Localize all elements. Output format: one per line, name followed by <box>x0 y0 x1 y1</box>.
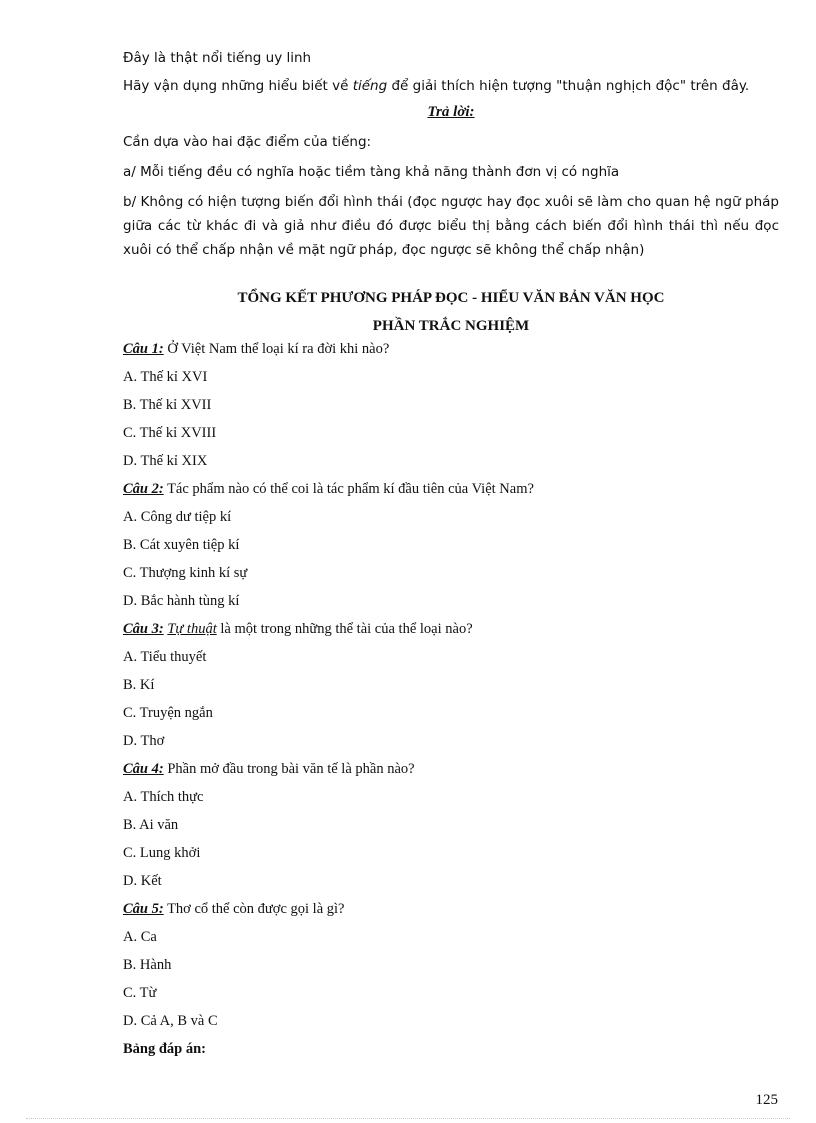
question-3-option: B. Kí <box>123 677 155 693</box>
question-label: Câu 5: <box>123 901 164 917</box>
page-number: 125 <box>755 1092 778 1108</box>
question-5 <box>123 899 779 919</box>
question-5-option: B. Hành <box>123 957 172 973</box>
question-1-option: D. Thế kỉ XIX <box>123 453 208 469</box>
footer-rule <box>26 1118 790 1119</box>
prompt-emphasis: tiếng <box>352 78 388 94</box>
answer-heading: Trả lời: <box>427 104 475 120</box>
answer-table-label: Bảng đáp án: <box>123 1041 207 1057</box>
question-label: Câu 4: <box>123 761 164 777</box>
question-1 <box>123 339 779 359</box>
section-subtitle: PHẦN TRẮC NGHIỆM <box>372 318 530 334</box>
question-1-option: C. Thế kỉ XVIII <box>123 425 217 441</box>
question-2-option: B. Cát xuyên tiệp kí <box>123 537 240 553</box>
question-label: Câu 2: <box>123 481 164 497</box>
question-4-option: A. Thích thực <box>123 789 204 805</box>
question-list <box>123 339 779 1031</box>
question-1-option: B. Thế kỉ XVII <box>123 397 212 413</box>
question-4-option: D. Kết <box>123 873 162 889</box>
question-2 <box>123 479 779 499</box>
question-1-option: A. Thế kỉ XVI <box>123 369 208 385</box>
question-3-option: D. Thơ <box>123 733 165 749</box>
page-content <box>123 48 779 1059</box>
question-5-option: D. Cả A, B và C <box>123 1013 218 1029</box>
question-text: là một trong những thể tài của thể loại nào? <box>216 621 473 637</box>
intro-block <box>123 48 779 262</box>
question-2-option: D. Bắc hành tùng kí <box>123 593 240 609</box>
question-emphasis: Tự thuật <box>167 621 217 637</box>
exercise-prompt <box>123 76 779 96</box>
question-text: Thơ cổ thể còn được gọi là gì? <box>163 901 345 917</box>
answer-point-b: b/ Không có hiện tượng biến đổi hình thái (đọc ngược hay đọc xuôi sẽ làm cho quan hệ ngữ pháp giữa các từ khác đi và giả như điều đó được biểu thị bằng cách biến đổi hình thái thì nếu đọc xuôi có thể chấp nhận về mặt ngữ pháp, đọc ngược sẽ không thể chấp nhận) <box>123 194 779 258</box>
question-text: Tác phẩm nào có thể coi là tác phẩm kí đầu tiên của Việt Nam? <box>163 481 534 497</box>
section-title: TỔNG KẾT PHƯƠNG PHÁP ĐỌC - HIỂU VĂN BẢN VĂN HỌC <box>237 290 665 306</box>
question-label: Câu 3: <box>123 621 164 637</box>
question-3 <box>123 619 779 639</box>
question-3-option: A. Tiểu thuyết <box>123 649 207 665</box>
question-3-option: C. Truyện ngắn <box>123 705 213 721</box>
question-4-option: B. Ai văn <box>123 817 179 833</box>
question-2-option: C. Thượng kinh kí sự <box>123 565 248 581</box>
question-5-option: A. Ca <box>123 929 157 945</box>
question-text: Phần mở đầu trong bài văn tế là phần nào? <box>163 761 415 777</box>
question-label: Câu 1: <box>123 341 164 357</box>
question-4-option: C. Lung khởi <box>123 845 201 861</box>
question-4 <box>123 759 779 779</box>
prompt-part-2: để giải thích hiện tượng "thuận nghịch độc" trên đây. <box>387 78 750 94</box>
answer-point-a: a/ Mỗi tiếng đều có nghĩa hoặc tiềm tàng khả năng thành đơn vị có nghĩa <box>123 164 620 180</box>
question-text: Ở Việt Nam thể loại kí ra đời khi nào? <box>163 341 390 357</box>
question-2-option: A. Công dư tiệp kí <box>123 509 232 525</box>
question-5-option: C. Từ <box>123 985 157 1001</box>
poem-line: Đây là thật nổi tiếng uy linh <box>123 50 312 66</box>
prompt-part-1: Hãy vận dụng những hiểu biết về <box>123 78 353 94</box>
answer-intro: Cần dựa vào hai đặc điểm của tiếng: <box>123 134 372 150</box>
